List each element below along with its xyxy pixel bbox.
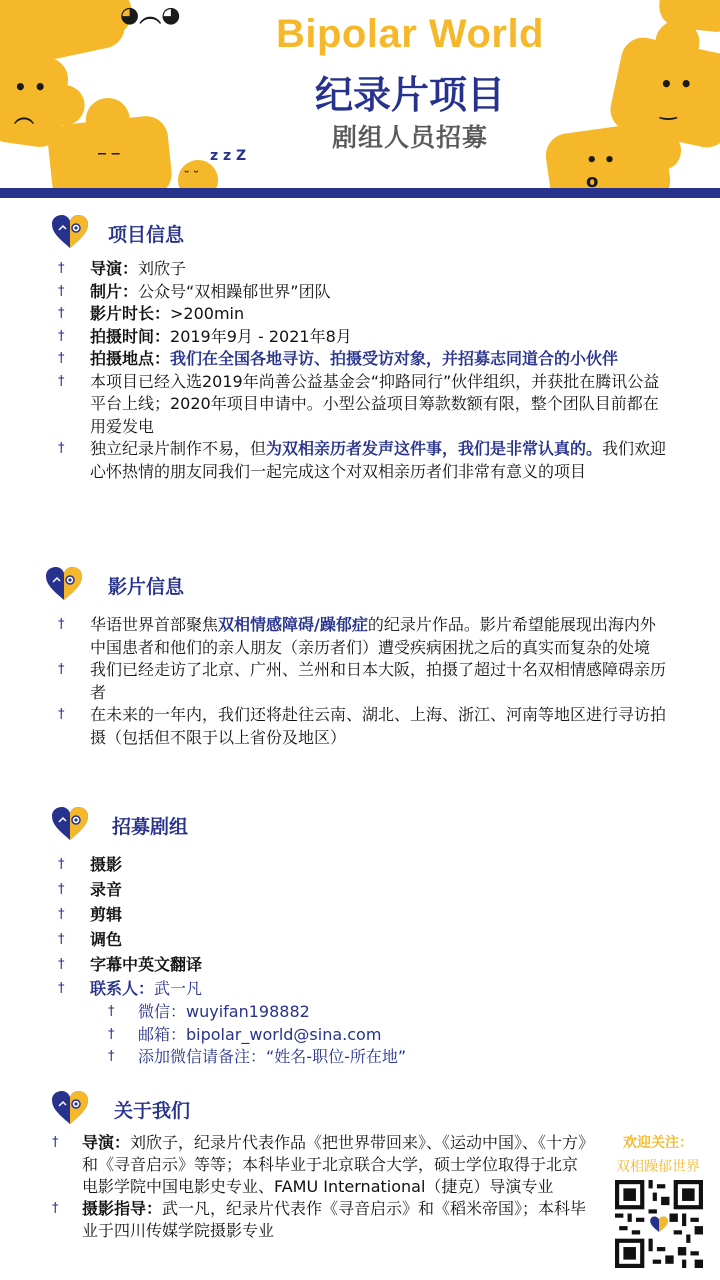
- list-item-funding: † 本项目已经入选2019年尚善公益基金会“抑路同行”伙伴组织，并获批在腾讯公益平台上线；2020年项目申请中。小型公益项目筹款数额有限，整个团队目前都在用爱发电: [58, 371, 660, 436]
- heart-logo-icon: [50, 1090, 90, 1126]
- list-item-producer: † 制片：公众号“双相躁郁世界”团队: [0, 281, 720, 304]
- bullet-icon: †: [58, 662, 65, 677]
- list-item-shoot-location: † 拍摄地点：我们在全国各地寻访、拍摄受访对象，并招募志同道合的小伙伴: [0, 348, 720, 371]
- project-info-list: [0, 258, 720, 483]
- section-project-info: [0, 214, 720, 483]
- qr-code-icon[interactable]: [615, 1180, 703, 1268]
- banner-subtitle: 纪录片项目: [314, 73, 505, 117]
- section-header: [0, 1090, 720, 1126]
- bullet-icon: †: [58, 981, 65, 996]
- contact-wechat: † 微信：wuyifan198882: [0, 1001, 720, 1024]
- bullet-icon: †: [52, 1135, 59, 1150]
- section-recruit: [0, 806, 720, 1069]
- banner-title: Bipolar World: [276, 12, 544, 56]
- smile-face-icon: • • ‿: [660, 72, 693, 120]
- bullet-icon: †: [58, 707, 65, 722]
- list-item-duration: † 影片时长：>200min: [0, 303, 720, 326]
- contact-person: † 联系人：武一凡: [0, 977, 720, 1001]
- follow-us: [608, 1132, 708, 1176]
- bullet-icon: †: [58, 932, 65, 947]
- sleep-zzz-icon: z z Z: [210, 148, 247, 164]
- recruit-list: [0, 852, 720, 1069]
- about-director: † 导演：刘欣子，纪录片代表作品《把世界带回来》、《运动中国》、《十方》和《寻音启示》等等；本科毕业于北京联合大学，硕士学位取得于北京电影学院中国电影史专业、FAMU International（捷克）导演专业: [52, 1133, 587, 1196]
- sad-face-icon: • • ︵: [14, 75, 47, 127]
- section-header: [0, 214, 720, 250]
- contact-note: † 添加微信请备注：“姓名-职位-所在地”: [0, 1046, 720, 1069]
- list-item-future: † 在未来的一年内，我们还将赴往云南、湖北、上海、浙江、河南等地区进行寻访拍摄（包括但不限于以上省份及地区）: [58, 705, 667, 747]
- section-title: 项目信息: [108, 224, 185, 246]
- role-item: † 调色: [0, 927, 720, 952]
- bullet-icon: †: [58, 328, 65, 344]
- banner-artwork: [0, 0, 720, 188]
- section-film-info: [0, 566, 720, 749]
- bullet-icon: †: [58, 306, 65, 321]
- section-header: [0, 566, 720, 602]
- bullet-icon: †: [108, 1049, 115, 1064]
- section-title: 关于我们: [114, 1100, 191, 1122]
- heart-logo-icon: [50, 214, 90, 250]
- bullet-icon: †: [58, 373, 65, 389]
- bullet-icon: †: [58, 283, 65, 299]
- list-item-director: † 导演：刘欣子: [0, 258, 720, 281]
- sleepy-face-icon: ᵕ ᵕ: [184, 166, 199, 179]
- section-header: [0, 806, 720, 842]
- bullet-icon: †: [58, 441, 65, 456]
- bullet-icon: †: [108, 1026, 115, 1042]
- heart-logo-icon: [44, 566, 84, 602]
- bullet-icon: †: [58, 907, 65, 922]
- bullet-icon: †: [58, 857, 65, 872]
- header-banner: [0, 0, 720, 198]
- bullet-icon: †: [52, 1201, 59, 1216]
- role-item: † 剪辑: [0, 902, 720, 927]
- contact-email: † 邮箱：bipolar_world@sina.com: [0, 1024, 720, 1047]
- role-item: † 摄影: [0, 852, 720, 877]
- section-title: 招募剧组: [112, 816, 189, 838]
- list-item-appeal: † 独立纪录片制作不易，但为双相亲历者发声这件事，我们是非常认真的。我们欢迎心怀热情的朋友同我们一起完成这个对双相亲历者们非常有意义的项目: [58, 439, 667, 481]
- heart-logo-icon: [50, 806, 90, 842]
- section-title: 影片信息: [108, 576, 185, 598]
- role-item: † 字幕中英文翻译: [0, 952, 720, 977]
- banner-subtitle-recruit: 剧组人员招募: [331, 123, 488, 152]
- bullet-icon: †: [108, 1004, 115, 1019]
- neutral-face-icon: ‾ ‾: [98, 150, 120, 169]
- bullet-icon: †: [58, 957, 65, 972]
- worried-face-icon: ◕︵◕: [120, 3, 181, 28]
- list-item-shoot-time: † 拍摄时间：2019年9月 - 2021年8月: [0, 326, 720, 349]
- film-info-list: [0, 614, 720, 749]
- follow-account: 双相躁郁世界: [616, 1159, 700, 1175]
- follow-label: 欢迎关注：: [623, 1135, 693, 1151]
- bullet-icon: †: [58, 617, 65, 632]
- bullet-icon: †: [58, 351, 65, 366]
- bullet-icon: †: [58, 261, 65, 276]
- about-cinematographer: † 摄影指导：武一凡，纪录片代表作《寻音启示》和《稻米帝国》；本科毕业于四川传媒学院摄影专业: [52, 1199, 587, 1240]
- surprised-face-icon: • • o: [586, 150, 616, 188]
- list-item-film-focus: † 华语世界首部聚焦双相情感障碍/躁郁症的纪录片作品。影片希望能展现出海内外中国患者和他们的亲人朋友（亲历者们）遭受疾病困扰之后的真实而复杂的处境: [58, 615, 656, 657]
- bullet-icon: †: [58, 882, 65, 897]
- list-item-visited: † 我们已经走访了北京、广州、兰州和日本大阪，拍摄了超过十名双相情感障碍亲历者: [58, 660, 667, 702]
- role-item: † 录音: [0, 877, 720, 902]
